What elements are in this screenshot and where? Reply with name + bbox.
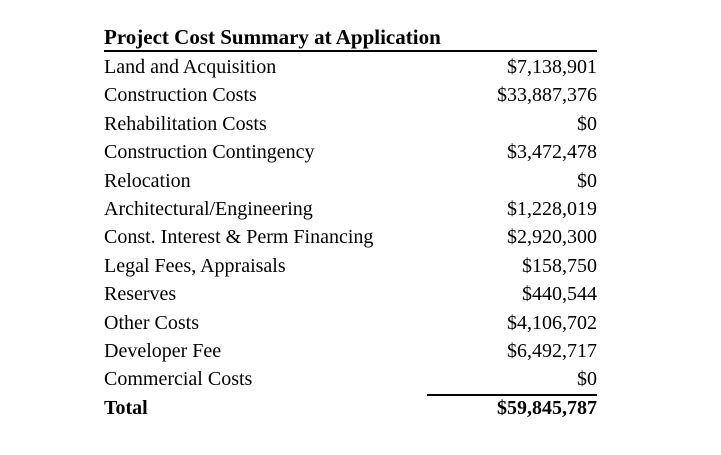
table-title: Project Cost Summary at Application [104, 25, 441, 49]
row-value: $33,887,376 [497, 84, 597, 107]
row-value: $0 [577, 368, 597, 391]
row-label: Legal Fees, Appraisals [104, 254, 286, 277]
row-value: $3,472,478 [507, 141, 597, 164]
table-row [104, 252, 597, 280]
row-label: Construction Contingency [104, 141, 315, 164]
table-row [104, 365, 597, 393]
row-label: Construction Costs [104, 84, 257, 107]
row-value: $6,492,717 [507, 339, 597, 362]
row-value: $1,228,019 [507, 197, 597, 220]
table-row [104, 195, 597, 223]
row-value: $7,138,901 [507, 56, 597, 78]
table-row [104, 223, 597, 251]
row-label: Developer Fee [104, 339, 222, 362]
row-label: Reserves [104, 283, 177, 306]
row-value: $0 [577, 169, 597, 192]
table-row [104, 110, 597, 138]
row-label: Commercial Costs [104, 368, 253, 391]
table-row [104, 138, 597, 166]
row-label: Relocation [104, 169, 191, 192]
total-overline [427, 394, 597, 396]
row-label: Rehabilitation Costs [104, 112, 267, 135]
table-row [104, 167, 597, 195]
row-label: Const. Interest & Perm Financing [104, 226, 374, 249]
row-value: $440,544 [522, 283, 597, 306]
table-row [104, 280, 597, 308]
row-value: $4,106,702 [507, 311, 597, 334]
cost-summary-table [104, 25, 597, 422]
title-underline [104, 50, 597, 52]
table-row [104, 53, 597, 81]
cost-rows [104, 53, 597, 394]
table-row [104, 309, 597, 337]
total-label: Total [104, 396, 148, 419]
row-label: Architectural/Engineering [104, 197, 313, 220]
total-row [104, 394, 597, 422]
table-row [104, 81, 597, 109]
row-value: $158,750 [522, 254, 597, 277]
table-row [104, 337, 597, 365]
row-value: $2,920,300 [507, 226, 597, 249]
row-value: $0 [577, 112, 597, 135]
row-label: Other Costs [104, 311, 199, 334]
row-label: Land and Acquisition [104, 56, 277, 78]
total-value: $59,845,787 [497, 396, 597, 419]
